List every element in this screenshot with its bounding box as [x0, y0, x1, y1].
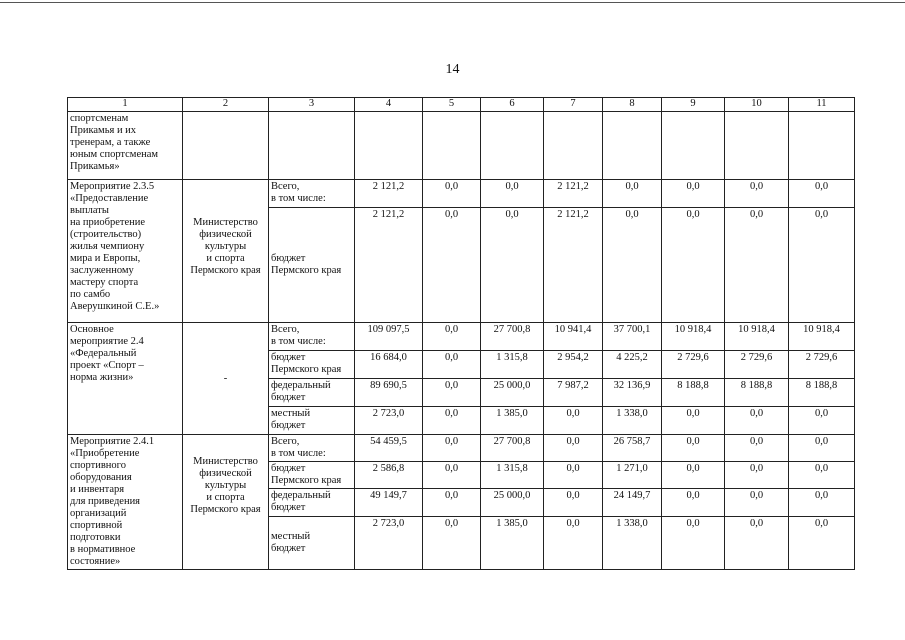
value-cell: 0,0 — [544, 435, 603, 462]
value-cell: 0,0 — [789, 516, 855, 569]
value-cell: 0,0 — [423, 516, 481, 569]
value-cell: 89 690,5 — [355, 379, 423, 407]
value-cell: 0,0 — [662, 407, 725, 435]
value-cell: 0,0 — [789, 407, 855, 435]
value-cell: 0,0 — [725, 407, 789, 435]
value-cell: 8 188,8 — [662, 379, 725, 407]
value-cell: 2 729,6 — [789, 351, 855, 379]
column-header: 1 — [68, 98, 183, 112]
funding-source-cell: федеральный бюджет — [269, 489, 355, 516]
funding-source-cell: местный бюджет — [269, 407, 355, 435]
table-row — [68, 435, 855, 462]
empty-cell — [355, 112, 423, 180]
measure-name-cell: Мероприятие 2.3.5 «Предоставление выплаты на приобретение (строительство) жилья чемпиону мира и Европы, заслуженному мастеру спорта по самбо Аверушкиной С.Е.» — [68, 180, 183, 323]
value-cell: 0,0 — [423, 489, 481, 516]
value-cell: 0,0 — [662, 208, 725, 323]
empty-cell — [269, 112, 355, 180]
column-header: 5 — [423, 98, 481, 112]
value-cell: 0,0 — [423, 435, 481, 462]
column-header: 9 — [662, 98, 725, 112]
column-header: 6 — [481, 98, 544, 112]
measure-name-cell: спортсменам Прикамья и их тренерам, а также юным спортсменам Прикамья» — [68, 112, 183, 180]
funding-source-cell: Всего, в том числе: — [269, 435, 355, 462]
funding-source-cell: федеральный бюджет — [269, 379, 355, 407]
value-cell: 0,0 — [423, 407, 481, 435]
value-cell: 0,0 — [725, 435, 789, 462]
value-cell: 0,0 — [544, 407, 603, 435]
value-cell: 10 918,4 — [725, 323, 789, 351]
value-cell: 0,0 — [789, 180, 855, 208]
value-cell: 0,0 — [423, 379, 481, 407]
value-cell: 1 271,0 — [603, 462, 662, 489]
value-cell: 0,0 — [423, 208, 481, 323]
value-cell: 0,0 — [423, 180, 481, 208]
empty-cell — [423, 112, 481, 180]
value-cell: 25 000,0 — [481, 489, 544, 516]
column-header: 11 — [789, 98, 855, 112]
value-cell: 2 586,8 — [355, 462, 423, 489]
value-cell: 0,0 — [789, 435, 855, 462]
value-cell: 0,0 — [662, 435, 725, 462]
table-row — [68, 323, 855, 351]
table-row — [68, 180, 855, 208]
budget-table — [67, 97, 855, 570]
value-cell: 2 954,2 — [544, 351, 603, 379]
value-cell: 0,0 — [662, 489, 725, 516]
value-cell: 2 729,6 — [662, 351, 725, 379]
value-cell: 10 941,4 — [544, 323, 603, 351]
value-cell: 0,0 — [481, 208, 544, 323]
value-cell: 2 121,2 — [544, 180, 603, 208]
value-cell: 1 338,0 — [603, 516, 662, 569]
value-cell: 0,0 — [789, 489, 855, 516]
value-cell: 0,0 — [481, 180, 544, 208]
value-cell: 0,0 — [662, 462, 725, 489]
measure-name-cell: Основное мероприятие 2.4 «Федеральный проект «Спорт – норма жизни» — [68, 323, 183, 435]
value-cell: 25 000,0 — [481, 379, 544, 407]
empty-cell — [662, 112, 725, 180]
value-cell: 8 188,8 — [789, 379, 855, 407]
value-cell: 0,0 — [544, 516, 603, 569]
page-number: 14 — [445, 62, 460, 77]
value-cell: 0,0 — [544, 489, 603, 516]
value-cell: 10 918,4 — [662, 323, 725, 351]
value-cell: 0,0 — [423, 462, 481, 489]
value-cell: 2 723,0 — [355, 516, 423, 569]
value-cell: 0,0 — [603, 208, 662, 323]
empty-cell — [725, 112, 789, 180]
column-header: 8 — [603, 98, 662, 112]
empty-cell — [603, 112, 662, 180]
column-header: 2 — [183, 98, 269, 112]
value-cell: 0,0 — [603, 180, 662, 208]
value-cell: 2 723,0 — [355, 407, 423, 435]
header-row — [68, 98, 855, 112]
funding-source-cell: бюджет Пермского края — [269, 208, 355, 323]
empty-cell — [789, 112, 855, 180]
value-cell: 2 121,2 — [355, 208, 423, 323]
empty-cell — [544, 112, 603, 180]
executor-cell: - — [183, 323, 269, 435]
value-cell: 2 121,2 — [544, 208, 603, 323]
value-cell: 1 385,0 — [481, 516, 544, 569]
executor-cell — [183, 180, 269, 323]
executor-text: Министерство физической культуры и спорта Пермского края — [190, 456, 261, 515]
value-cell: 37 700,1 — [603, 323, 662, 351]
value-cell: 0,0 — [662, 516, 725, 569]
value-cell: 0,0 — [725, 489, 789, 516]
value-cell: 0,0 — [662, 180, 725, 208]
value-cell: 1 315,8 — [481, 462, 544, 489]
value-cell: 0,0 — [725, 208, 789, 323]
value-cell: 8 188,8 — [725, 379, 789, 407]
value-cell: 7 987,2 — [544, 379, 603, 407]
value-cell: 0,0 — [544, 462, 603, 489]
funding-source-cell: Всего, в том числе: — [269, 323, 355, 351]
value-cell: 2 121,2 — [355, 180, 423, 208]
value-cell: 27 700,8 — [481, 323, 544, 351]
value-cell: 0,0 — [725, 516, 789, 569]
column-header: 4 — [355, 98, 423, 112]
funding-source-cell: местный бюджет — [269, 516, 355, 569]
value-cell: 0,0 — [725, 180, 789, 208]
value-cell: 1 315,8 — [481, 351, 544, 379]
value-cell: 1 338,0 — [603, 407, 662, 435]
value-cell: 1 385,0 — [481, 407, 544, 435]
value-cell: 49 149,7 — [355, 489, 423, 516]
column-header: 7 — [544, 98, 603, 112]
value-cell: 0,0 — [789, 462, 855, 489]
value-cell: 10 918,4 — [789, 323, 855, 351]
value-cell: 0,0 — [423, 351, 481, 379]
funding-source-cell: бюджет Пермского края — [269, 351, 355, 379]
funding-source-cell: Всего, в том числе: — [269, 180, 355, 208]
value-cell: 0,0 — [423, 323, 481, 351]
funding-source-cell: бюджет Пермского края — [269, 462, 355, 489]
executor-cell — [183, 435, 269, 570]
value-cell: 27 700,8 — [481, 435, 544, 462]
column-header: 3 — [269, 98, 355, 112]
value-cell: 0,0 — [725, 462, 789, 489]
column-header: 10 — [725, 98, 789, 112]
measure-name-cell: Мероприятие 2.4.1 «Приобретение спортивного оборудования и инвентаря для приведения организаций спортивной подготовки в нормативное состояние» — [68, 435, 183, 570]
empty-cell — [481, 112, 544, 180]
executor-text: Министерство физической культуры и спорта Пермского края — [190, 217, 261, 276]
value-cell: 26 758,7 — [603, 435, 662, 462]
value-cell: 54 459,5 — [355, 435, 423, 462]
value-cell: 4 225,2 — [603, 351, 662, 379]
value-cell: 109 097,5 — [355, 323, 423, 351]
table-row — [68, 112, 855, 180]
value-cell: 24 149,7 — [603, 489, 662, 516]
empty-cell — [183, 112, 269, 180]
value-cell: 2 729,6 — [725, 351, 789, 379]
value-cell: 32 136,9 — [603, 379, 662, 407]
value-cell: 0,0 — [789, 208, 855, 323]
value-cell: 16 684,0 — [355, 351, 423, 379]
top-border-line — [0, 2, 905, 3]
